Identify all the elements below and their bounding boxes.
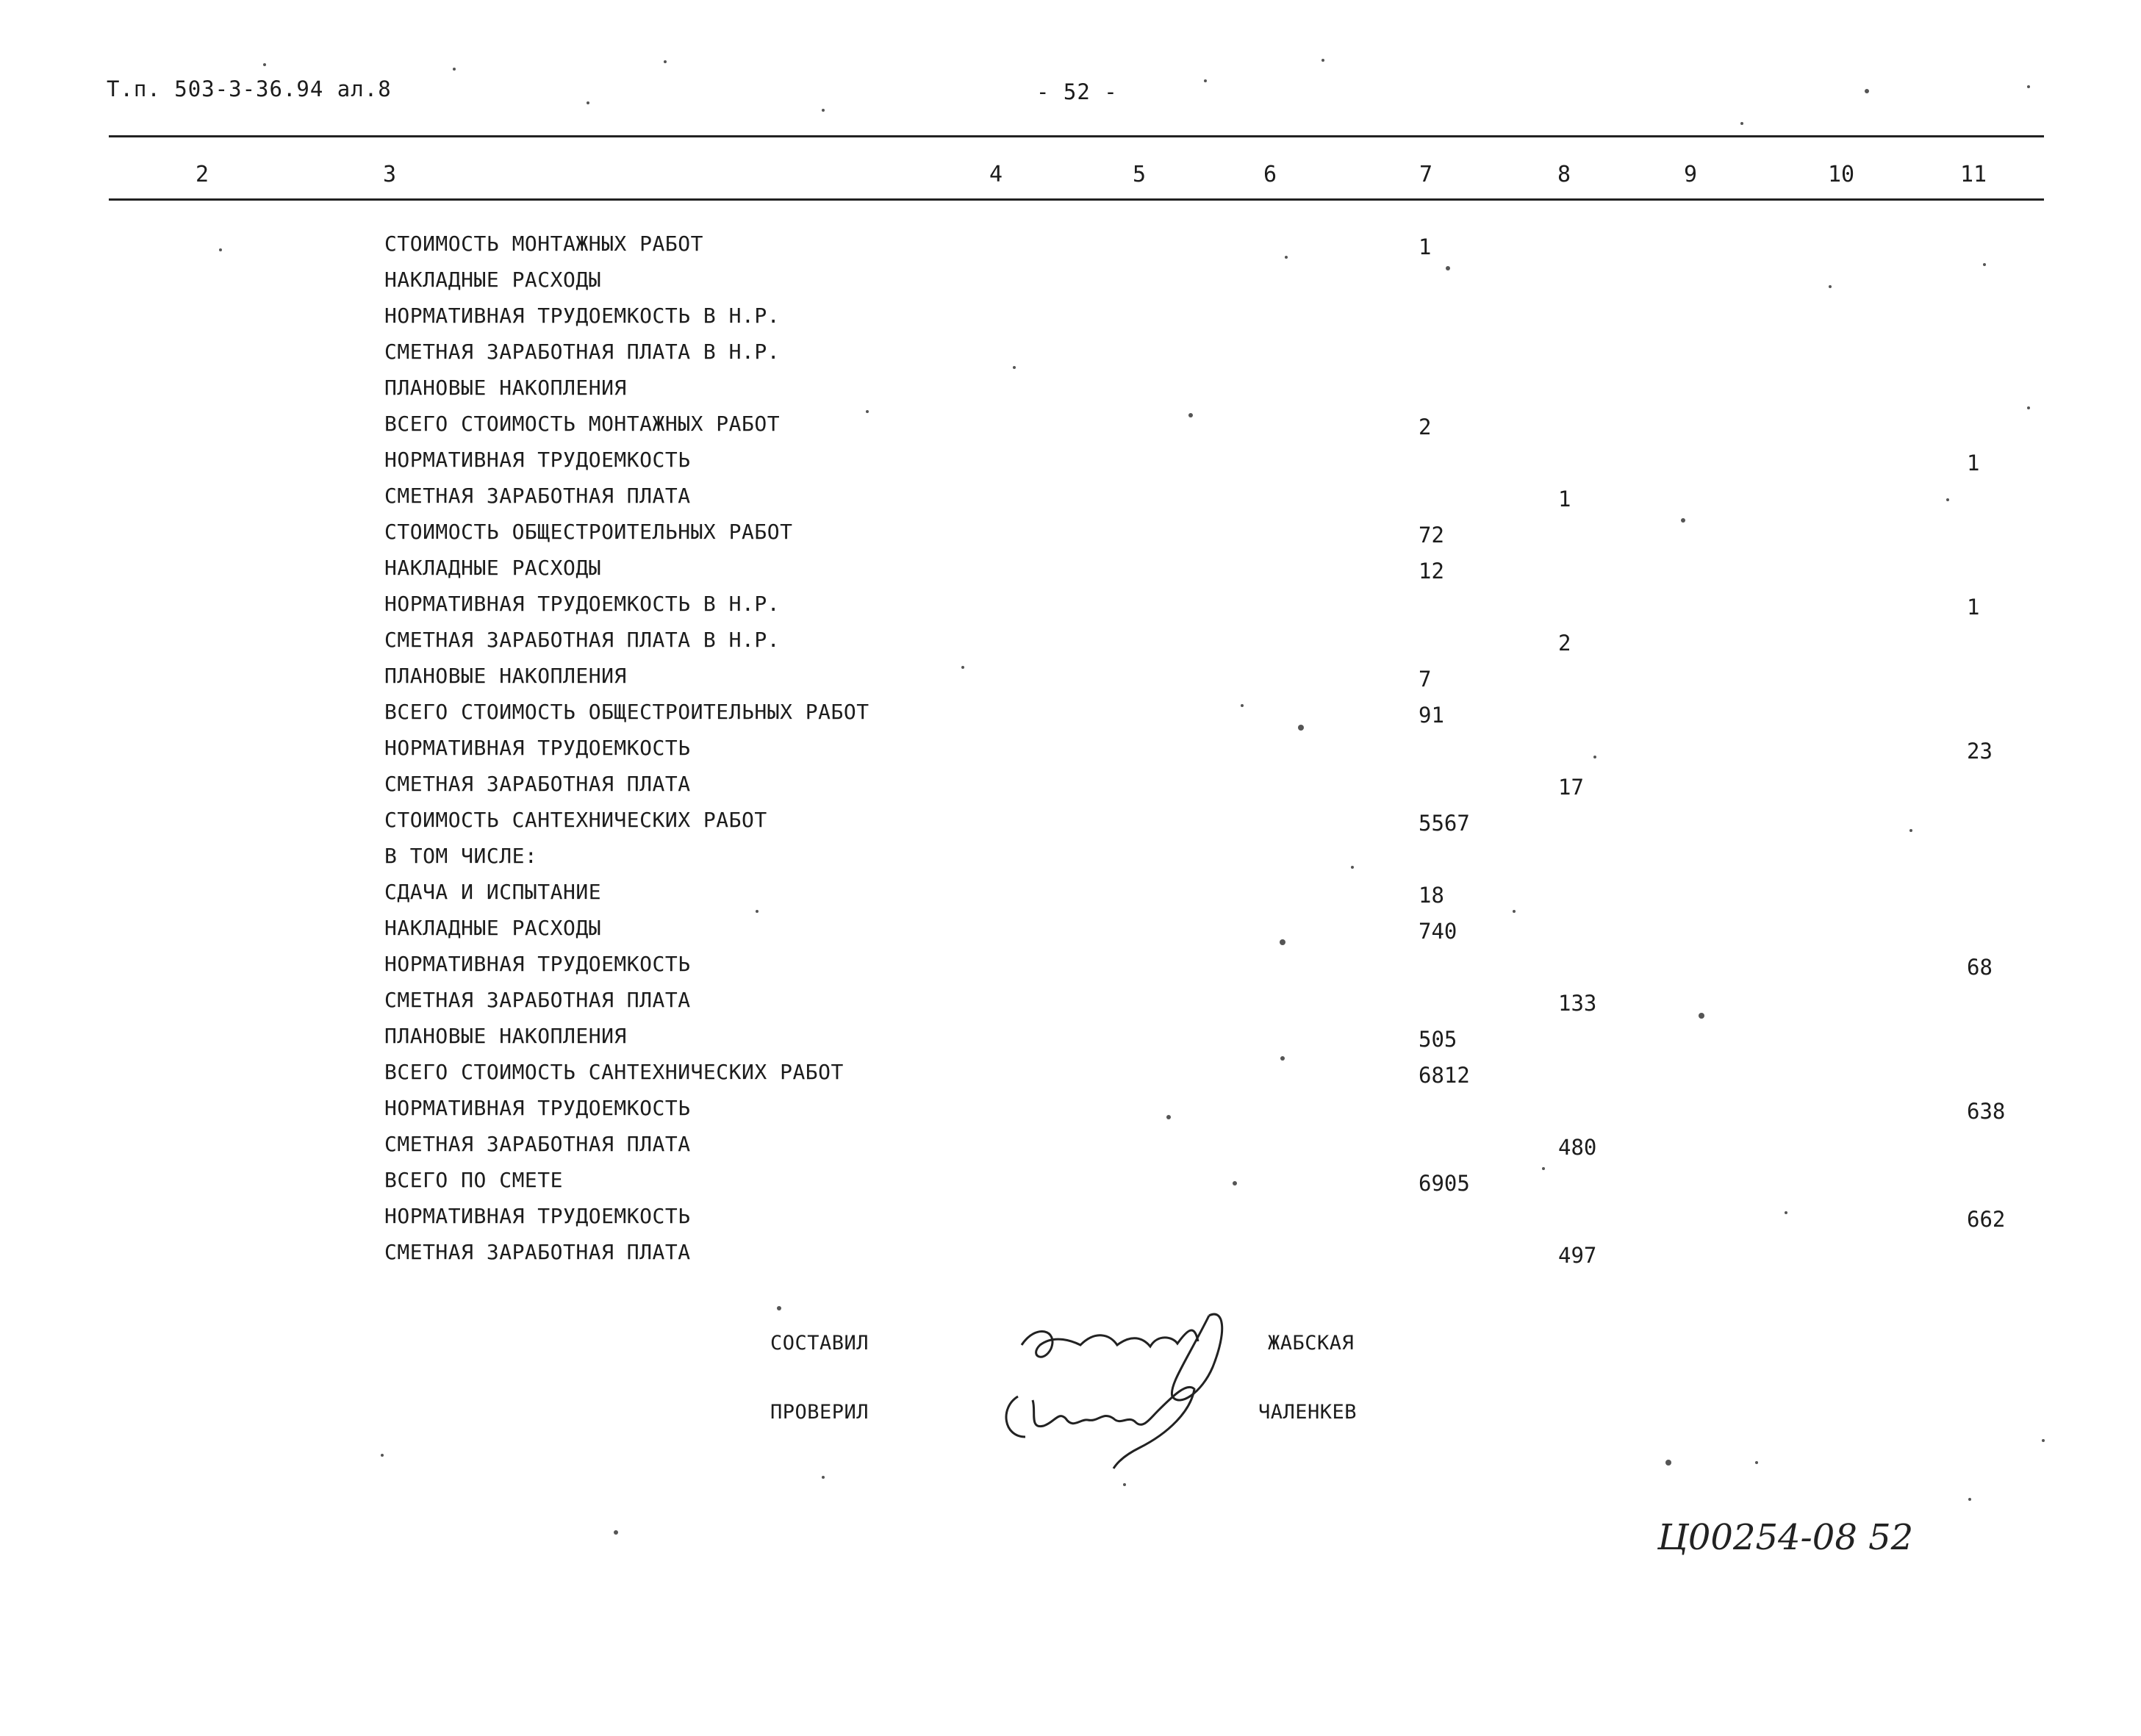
column-header: 10 (1827, 162, 1855, 187)
column-header: 2 (195, 162, 209, 187)
row-label: ПЛАНОВЫЕ НАКОПЛЕНИЯ (384, 664, 627, 688)
column-header: 11 (1959, 162, 1987, 187)
table-row (0, 844, 2141, 880)
row-label: СМЕТНАЯ ЗАРАБОТНАЯ ПЛАТА (384, 1132, 691, 1156)
col11-value: 638 (1967, 1099, 2006, 1124)
table-row (0, 988, 2141, 1024)
table-row (0, 808, 2141, 844)
checked-by-name: ЧАЛЕНКЕВ (1258, 1401, 1358, 1424)
table-row (0, 556, 2141, 592)
col11-value: 68 (1967, 955, 1993, 980)
table-row (0, 268, 2141, 304)
row-label: СТОИМОСТЬ МОНТАЖНЫХ РАБОТ (384, 232, 703, 256)
row-label: НОРМАТИВНАЯ ТРУДОЕМКОСТЬ В Н.Р. (384, 304, 781, 328)
page-number: - 52 - (1036, 79, 1118, 104)
column-header: 7 (1419, 162, 1433, 187)
table-row (0, 340, 2141, 376)
col7-value: 6812 (1419, 1063, 1470, 1088)
table-row (0, 628, 2141, 664)
table-row (0, 1132, 2141, 1168)
row-label: СМЕТНАЯ ЗАРАБОТНАЯ ПЛАТА (384, 772, 691, 796)
table-row (0, 232, 2141, 268)
row-label: ВСЕГО СТОИМОСТЬ САНТЕХНИЧЕСКИХ РАБОТ (384, 1060, 844, 1084)
table-top-rule (109, 135, 2044, 137)
table-row (0, 304, 2141, 340)
col8-value: 133 (1558, 991, 1597, 1016)
table-row (0, 700, 2141, 736)
table-row (0, 412, 2141, 448)
table-row (0, 1024, 2141, 1060)
col7-value: 72 (1419, 523, 1444, 548)
col7-value: 1 (1419, 234, 1432, 259)
row-label: СДАЧА И ИСПЫТАНИЕ (384, 880, 602, 904)
column-header: 3 (382, 162, 397, 187)
table-row (0, 1060, 2141, 1096)
col8-value: 480 (1558, 1135, 1597, 1160)
col11-value: 1 (1967, 595, 1980, 620)
col7-value: 7 (1419, 667, 1432, 692)
row-label: ВСЕГО СТОИМОСТЬ ОБЩЕСТРОИТЕЛЬНЫХ РАБОТ (384, 700, 869, 724)
col11-value: 23 (1967, 739, 1993, 764)
row-label: НАКЛАДНЫЕ РАСХОДЫ (384, 556, 602, 580)
row-label: ПЛАНОВЫЕ НАКОПЛЕНИЯ (384, 1024, 627, 1048)
table-row (0, 664, 2141, 700)
handwritten-stamp (1657, 1507, 1966, 1565)
table-row (0, 736, 2141, 772)
table-row (0, 520, 2141, 556)
table-row (0, 448, 2141, 484)
compiled-by-name: ЖАБСКАЯ (1268, 1332, 1355, 1355)
col7-value: 12 (1419, 559, 1444, 584)
column-header: 4 (989, 162, 1003, 187)
row-label: ВСЕГО ПО СМЕТЕ (384, 1168, 564, 1192)
table-header-rule (109, 198, 2044, 201)
table-row (0, 1096, 2141, 1132)
row-label: СМЕТНАЯ ЗАРАБОТНАЯ ПЛАТА (384, 1240, 691, 1264)
col8-value: 2 (1558, 631, 1571, 656)
col7-value: 2 (1419, 415, 1432, 440)
table-row (0, 1240, 2141, 1276)
row-label: В ТОМ ЧИСЛЕ: (384, 844, 538, 868)
table-row (0, 916, 2141, 952)
compiled-by-label: СОСТАВИЛ (770, 1332, 869, 1355)
col7-value: 18 (1419, 883, 1444, 908)
table-row (0, 952, 2141, 988)
col7-value: 740 (1419, 919, 1457, 944)
col11-value: 1 (1967, 451, 1980, 476)
col11-value: 662 (1967, 1207, 2006, 1232)
row-label: НАКЛАДНЫЕ РАСХОДЫ (384, 916, 602, 940)
row-label: СМЕТНАЯ ЗАРАБОТНАЯ ПЛАТА В Н.Р. (384, 340, 781, 364)
row-label: НОРМАТИВНАЯ ТРУДОЕМКОСТЬ (384, 952, 691, 976)
table-row (0, 376, 2141, 412)
table-row (0, 1168, 2141, 1204)
handwritten-stamp-text: Ц00254-08 52 (1657, 1517, 1914, 1558)
row-label: ПЛАНОВЫЕ НАКОПЛЕНИЯ (384, 376, 627, 400)
row-label: НОРМАТИВНАЯ ТРУДОЕМКОСТЬ В Н.Р. (384, 592, 781, 616)
column-header: 9 (1683, 162, 1698, 187)
column-header: 6 (1263, 162, 1277, 187)
row-label: СТОИМОСТЬ САНТЕХНИЧЕСКИХ РАБОТ (384, 808, 767, 832)
row-label: СМЕТНАЯ ЗАРАБОТНАЯ ПЛАТА В Н.Р. (384, 628, 781, 652)
row-label: НАКЛАДНЫЕ РАСХОДЫ (384, 268, 602, 292)
table-row (0, 772, 2141, 808)
row-label: СТОИМОСТЬ ОБЩЕСТРОИТЕЛЬНЫХ РАБОТ (384, 520, 793, 544)
column-header: 8 (1557, 162, 1571, 187)
table-row (0, 484, 2141, 520)
row-label: СМЕТНАЯ ЗАРАБОТНАЯ ПЛАТА (384, 988, 691, 1012)
row-label: НОРМАТИВНАЯ ТРУДОЕМКОСТЬ (384, 736, 691, 760)
table-row (0, 880, 2141, 916)
table-row (0, 1204, 2141, 1240)
row-label: НОРМАТИВНАЯ ТРУДОЕМКОСТЬ (384, 1204, 691, 1228)
col8-value: 17 (1558, 775, 1584, 800)
checked-signature (992, 1367, 1213, 1470)
col7-value: 505 (1419, 1027, 1457, 1052)
column-header: 5 (1132, 162, 1147, 187)
row-label: НОРМАТИВНАЯ ТРУДОЕМКОСТЬ (384, 1096, 691, 1120)
row-label: НОРМАТИВНАЯ ТРУДОЕМКОСТЬ (384, 448, 691, 472)
col8-value: 1 (1558, 487, 1571, 512)
col7-value: 91 (1419, 703, 1444, 728)
col7-value: 6905 (1419, 1171, 1470, 1196)
col8-value: 497 (1558, 1243, 1597, 1268)
row-label: ВСЕГО СТОИМОСТЬ МОНТАЖНЫХ РАБОТ (384, 412, 781, 436)
table-row (0, 592, 2141, 628)
checked-by-label: ПРОВЕРИЛ (770, 1401, 869, 1424)
document-id: Т.п. 503-3-36.94 ал.8 (107, 76, 392, 101)
col7-value: 5567 (1419, 811, 1470, 836)
row-label: СМЕТНАЯ ЗАРАБОТНАЯ ПЛАТА (384, 484, 691, 508)
